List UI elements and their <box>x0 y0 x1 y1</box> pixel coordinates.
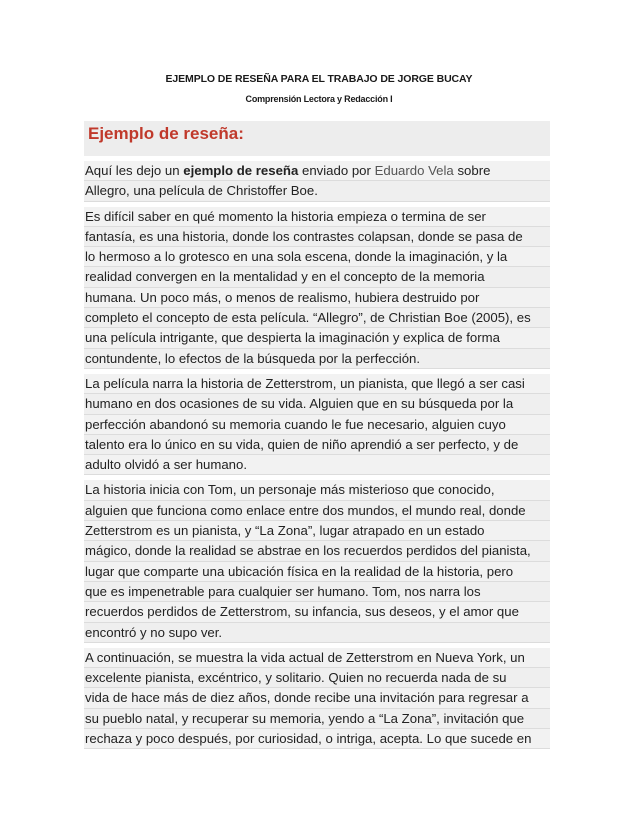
paragraph <box>84 161 550 202</box>
paragraph-line: perfección abandonó su memoria cuando le fue necesario, alguien cuyo <box>84 415 550 435</box>
document-body <box>84 121 550 749</box>
paragraph-line: vida de hace más de diez años, donde recibe una invitación para regresar a <box>84 688 550 708</box>
author-name: Eduardo Vela <box>374 163 454 178</box>
paragraph-line: lo hermoso a lo grotesco en una sola escena, donde la imaginación, y la <box>84 247 550 267</box>
paragraph <box>84 207 550 369</box>
paragraph-line: humano en dos ocasiones de su vida. Alguien que en su búsqueda por la <box>84 394 550 414</box>
paragraph-line: Allegro, una película de Christoffer Boe. <box>84 181 550 201</box>
paragraph-line: lugar que comparte una ubicación física en la realidad de la historia, pero <box>84 562 550 582</box>
paragraph-line: humana. Un poco más, o menos de realismo, hubiera destruido por <box>84 288 550 308</box>
paragraph-line: una película intrigante, que despierta la imaginación y explica de forma <box>84 328 550 348</box>
paragraph-line: Aquí les dejo un ejemplo de reseña enviado por Eduardo Vela sobre <box>84 161 550 181</box>
paragraph-line: rechaza y poco después, por curiosidad, o intriga, acepta. Lo que sucede en <box>84 729 550 749</box>
paragraph-line: encontró y no supo ver. <box>84 623 550 643</box>
document-title: EJEMPLO DE RESEÑA PARA EL TRABAJO DE JORGE BUCAY <box>165 73 473 85</box>
paragraph-line: mágico, donde la realidad se abstrae en los recuerdos perdidos del pianista, <box>84 541 550 561</box>
paragraph-line: alguien que funciona como enlace entre dos mundos, el mundo real, donde <box>84 501 550 521</box>
paragraph-line: que es impenetrable para cualquier ser humano. Tom, nos narra los <box>84 582 550 602</box>
paragraph-line: La película narra la historia de Zetterstrom, un pianista, que llegó a ser casi <box>84 374 550 394</box>
paragraph <box>84 374 550 475</box>
paragraphs-container <box>84 161 550 749</box>
document-subtitle: Comprensión Lectora y Redacción I <box>245 94 393 104</box>
paragraph-line: contundente, lo efectos de la búsqueda por la perfección. <box>84 349 550 369</box>
paragraph-line: Zetterstrom es un pianista, y “La Zona”, lugar atrapado en un estado <box>84 521 550 541</box>
paragraph <box>84 648 550 749</box>
paragraph-line: recuerdos perdidos de Zetterstrom, su infancia, sus deseos, y el amor que <box>84 602 550 622</box>
paragraph-line: talento era lo único en su vida, quien de niño aprendió a ser perfecto, y de <box>84 435 550 455</box>
paragraph-line: excelente pianista, excéntrico, y solitario. Quien no recuerda nada de su <box>84 668 550 688</box>
paragraph-line: Es difícil saber en qué momento la historia empieza o termina de ser <box>84 207 550 227</box>
paragraph-line: A continuación, se muestra la vida actual de Zetterstrom en Nueva York, un <box>84 648 550 668</box>
paragraph <box>84 480 550 642</box>
section-heading: Ejemplo de reseña: <box>88 124 244 143</box>
paragraph-line: realidad convergen en la mentalidad y en el concepto de la memoria <box>84 267 550 287</box>
emphasis-text: ejemplo de reseña <box>183 163 299 178</box>
paragraph-line: fantasía, es una historia, donde los contrastes colapsan, donde se pasa de <box>84 227 550 247</box>
heading-box <box>84 121 550 156</box>
paragraph-line: adulto olvidó a ser humano. <box>84 455 550 475</box>
paragraph-line: completo el concepto de esta película. “Allegro”, de Christian Boe (2005), es <box>84 308 550 328</box>
paragraph-line: La historia inicia con Tom, un personaje más misterioso que conocido, <box>84 480 550 500</box>
paragraph-line: su pueblo natal, y recuperar su memoria, yendo a “La Zona”, invitación que <box>84 709 550 729</box>
